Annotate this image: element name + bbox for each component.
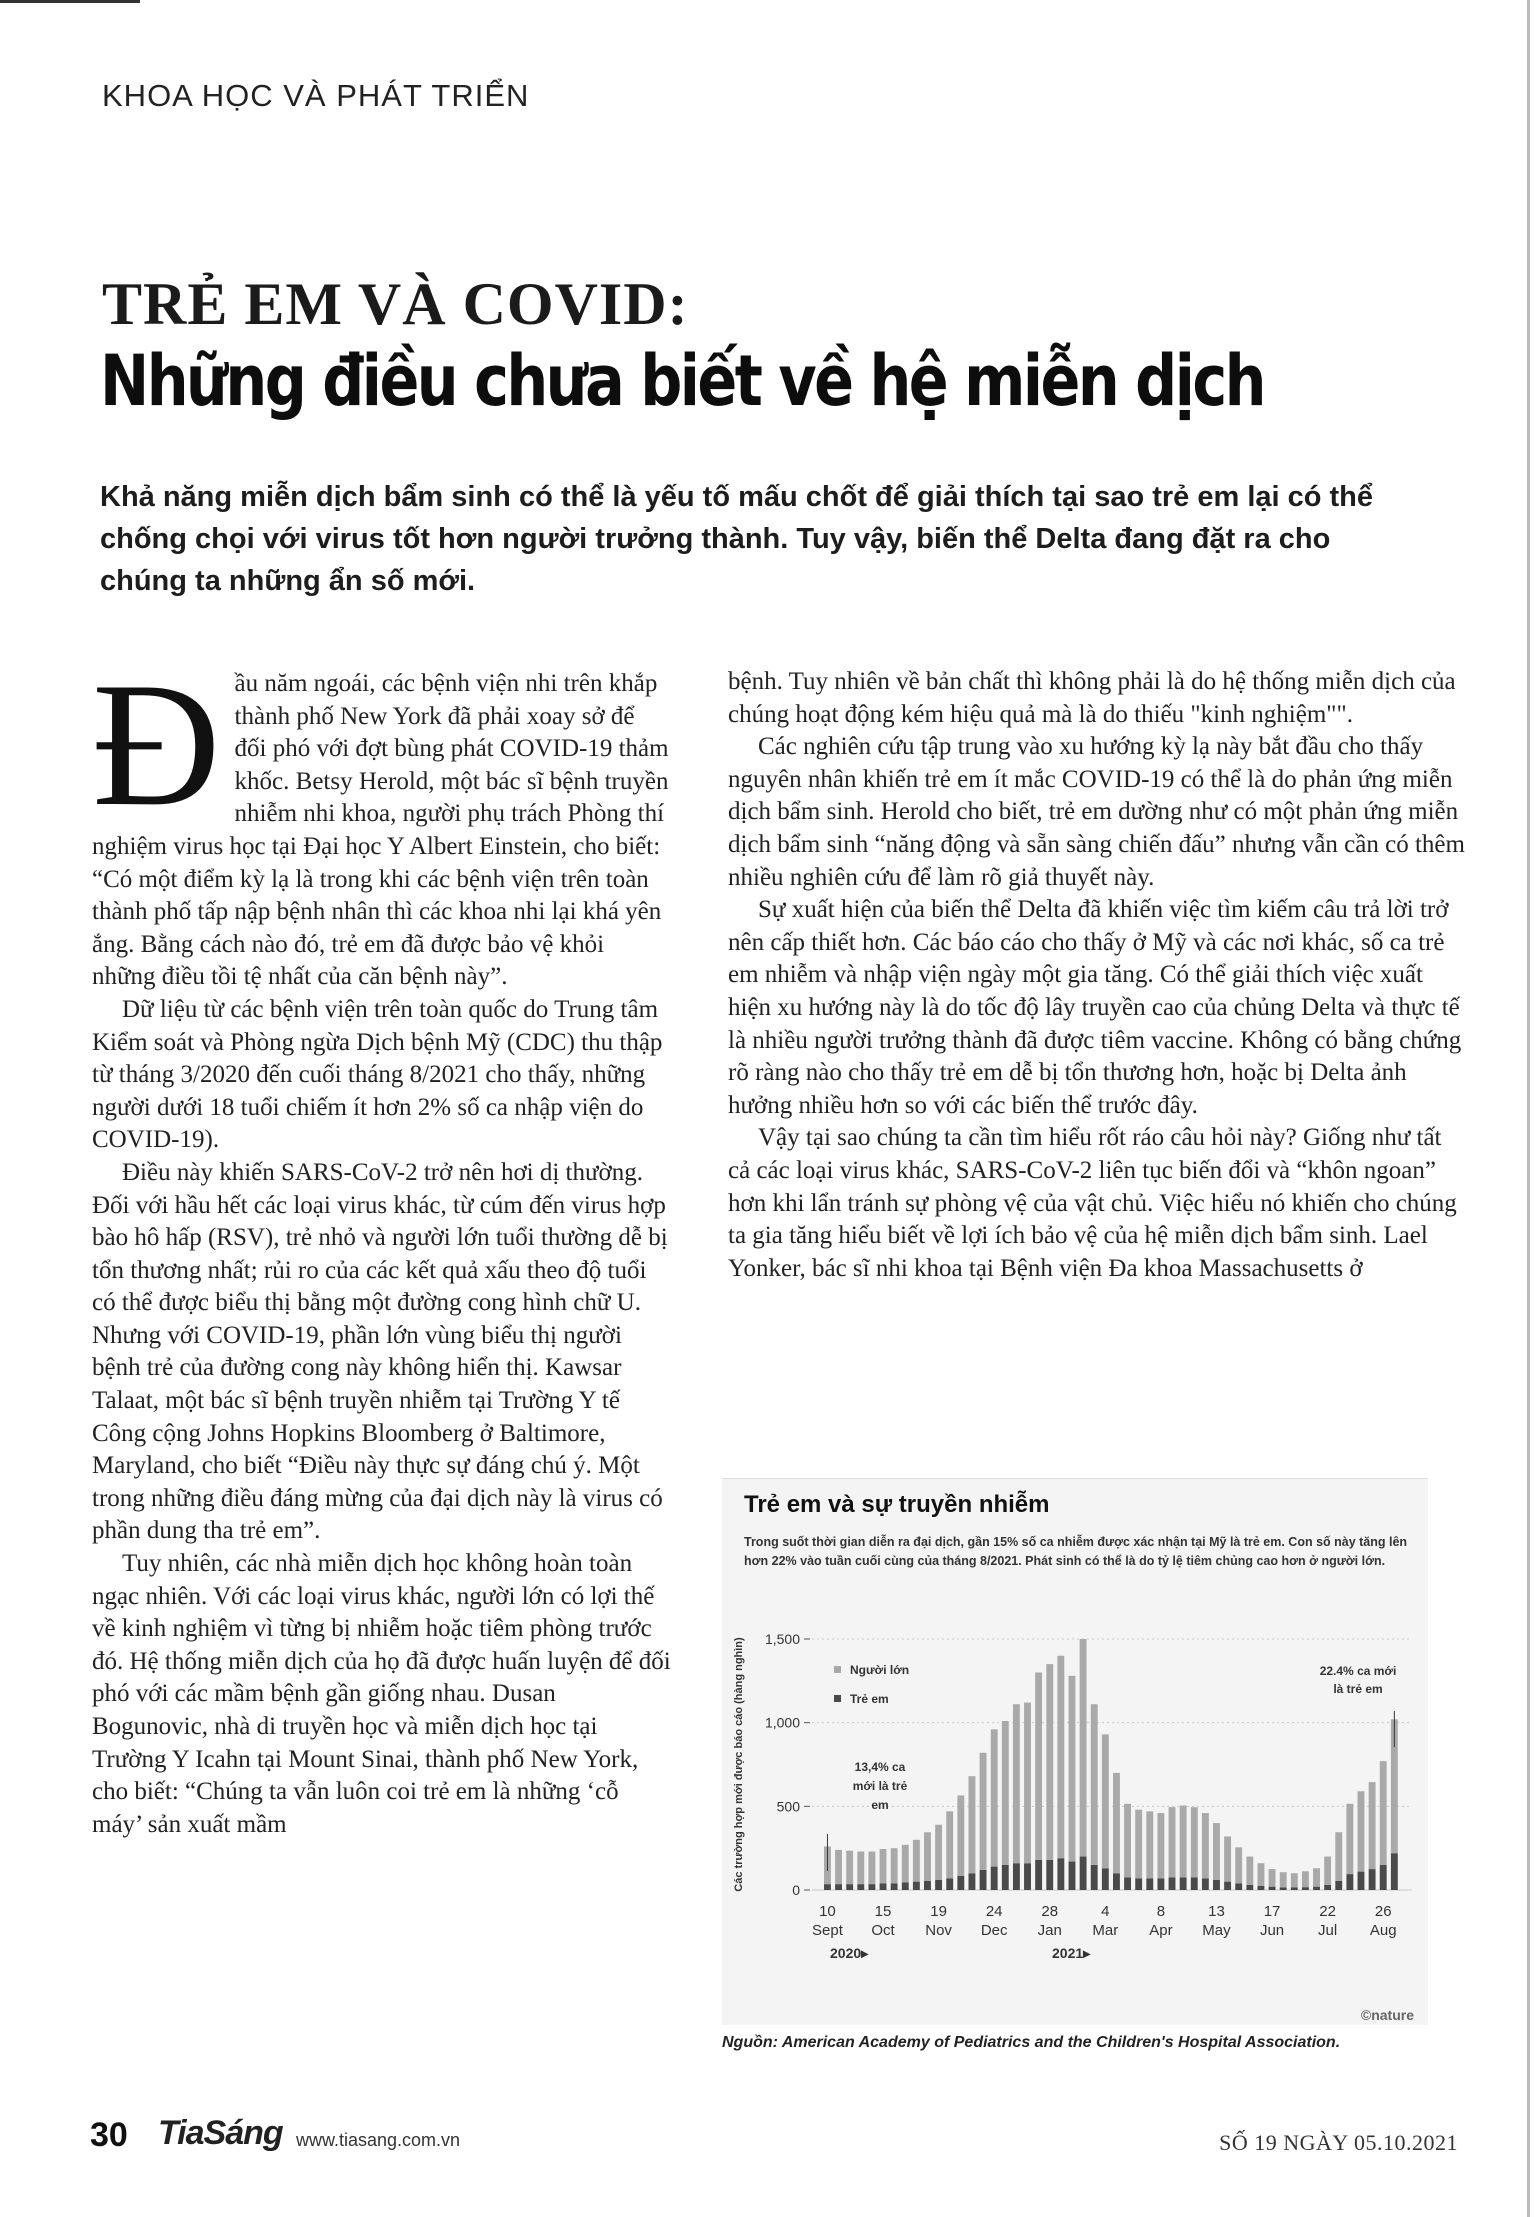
bar-tre-em [1057, 1858, 1064, 1890]
bar-nguoi-lon [1057, 1656, 1064, 1858]
page-number: 30 [90, 2116, 128, 2154]
article-headline: Những điều chưa biết về hệ miễn dịch [100, 340, 1265, 422]
bar-tre-em [1080, 1857, 1087, 1890]
paragraph: Dữ liệu từ các bệnh viện trên toàn quốc do Trung tâm Kiểm soát và Phòng ngừa Dịch bệnh Mỹ (CDC) thu thập từ tháng 3/2020 đến cuối tháng 8/2021 cho thấy, những người dưới 18 tuổi chiếm ít hơn 2% số ca nhập viện do COVID-19). [92, 995, 663, 1154]
bar-tre-em [1069, 1862, 1076, 1890]
bar-tre-em [835, 1884, 842, 1890]
x-tick-day: 24 [985, 1903, 1003, 1920]
x-tick-day: 10 [819, 1903, 836, 1920]
x-tick-month: Jun [1259, 1922, 1285, 1939]
bar-nguoi-lon [857, 1852, 864, 1885]
bar-nguoi-lon [1157, 1813, 1164, 1878]
bar-tre-em [1191, 1877, 1198, 1890]
x-tick-month: Nov [925, 1922, 952, 1939]
bar-tre-em [1235, 1883, 1242, 1890]
legend-swatch [834, 1666, 841, 1673]
paragraph: Điều này khiến SARS-CoV-2 trở nên hơi dị thường. Đối với hầu hết các loại virus khác, từ cúm đến virus hợp bào hô hấp (RSV), trẻ nhỏ và người lớn tuổi thường dễ bị tổn thương nhất; rủi ro của các kết quả xấu theo độ tuổi có thể được biểu thị bằng một đường cong hình chữ U. Nhưng với COVID-19, phần lớn vùng biểu thị người bệnh trẻ của đường cong này không hiển thị. Kawsar Talaat, một bác sĩ bệnh truyền nhiễm tại Trường Y tế Công cộng Johns Hopkins Bloomberg ở Baltimore, Maryland, cho biết “Điều này thực sự đáng chú ý. Một trong những điều đáng mừng của đại dịch này là virus có phần dung tha trẻ em”. [92, 1158, 668, 1545]
bar-nguoi-lon [1202, 1813, 1209, 1878]
bar-nguoi-lon [991, 1729, 998, 1866]
bar-nguoi-lon [1302, 1871, 1309, 1887]
bar-tre-em [1302, 1887, 1309, 1890]
x-tick-day: 13 [1208, 1903, 1225, 1920]
y-tick-label: 1,000 [764, 1714, 800, 1731]
bar-nguoi-lon [1146, 1811, 1153, 1878]
bar-tre-em [1335, 1881, 1342, 1890]
bar-tre-em [1013, 1863, 1020, 1890]
annotation-left: em [871, 1798, 889, 1812]
year-label-2020: 2020▸ [830, 1945, 869, 1961]
bar-nguoi-lon [1024, 1703, 1031, 1864]
bar-tre-em [1313, 1887, 1320, 1890]
bar-tre-em [880, 1883, 887, 1890]
x-tick-day: 15 [874, 1903, 892, 1920]
bar-tre-em [1391, 1853, 1398, 1890]
bar-tre-em [1024, 1863, 1031, 1890]
bar-nguoi-lon [891, 1848, 898, 1883]
bar-tre-em [1146, 1878, 1153, 1890]
y-tick-label: 0 [792, 1882, 800, 1898]
chart-subtitle: Trong suốt thời gian diễn ra đại dịch, gần 15% số ca nhiễm được xác nhận tại Mỹ là trẻ em. Con số này tăng lên hơn 22% vào tuần cuối cùng của tháng 8/2021. Phát sinh có thể là do tỷ lệ tiêm chủng cao hơn ở người lớn. [744, 1535, 1408, 1568]
chart-canvas [722, 1479, 1428, 2025]
article-lede: Khả năng miễn dịch bẩm sinh có thể là yếu tố mấu chốt để giải thích tại sao trẻ em lại có thể chống chọi với virus tốt hơn người trưởng thành. Tuy vậy, biến thể Delta đang đặt ra cho chúng ta những ẩn số mới. [100, 481, 1374, 597]
chart-title: Trẻ em và sự truyền nhiễm [744, 1491, 1050, 1518]
chart-figure [722, 1478, 1428, 2025]
x-tick-month: May [1202, 1922, 1231, 1939]
article-kicker: TRẺ EM VÀ COVID: [102, 271, 689, 337]
drop-cap: Đ [92, 645, 221, 843]
bar-tre-em [1035, 1860, 1042, 1890]
bar-tre-em [1113, 1873, 1120, 1890]
bar-tre-em [1213, 1880, 1220, 1890]
bar-tre-em [1102, 1868, 1109, 1890]
year-label-2021: 2021▸ [1052, 1945, 1091, 1961]
bar-nguoi-lon [880, 1849, 887, 1883]
bar-tre-em [1135, 1878, 1142, 1890]
x-tick-month: Mar [1092, 1922, 1119, 1939]
bar-nguoi-lon [1291, 1873, 1298, 1887]
bar-nguoi-lon [1324, 1857, 1331, 1885]
bar-nguoi-lon [1191, 1807, 1198, 1877]
bar-nguoi-lon [1213, 1823, 1220, 1880]
bar-tre-em [1124, 1877, 1131, 1890]
bar-nguoi-lon [946, 1811, 953, 1878]
top-rule [0, 0, 140, 3]
x-tick-month: Oct [871, 1922, 895, 1939]
bar-nguoi-lon [1313, 1868, 1320, 1886]
bar-tre-em [1369, 1869, 1376, 1890]
bar-tre-em [1169, 1877, 1176, 1890]
x-tick-day: 4 [1101, 1903, 1110, 1920]
bar-nguoi-lon [980, 1753, 987, 1870]
bar-nguoi-lon [1169, 1807, 1176, 1877]
bar-tre-em [846, 1884, 853, 1890]
bar-nguoi-lon [1002, 1721, 1009, 1865]
paragraph: Tuy nhiên, các nhà miễn dịch học không hoàn toàn ngạc nhiên. Với các loại virus khác, người lớn có lợi thế về kinh nghiệm vì từng bị nhiễm hoặc tiêm phòng trước đó. Hệ thống miễn dịch của họ đã được huấn luyện để đối phó với các mầm bệnh gần giống nhau. Dusan Bogunovic, nhà di truyền học và miễn dịch học tại Trường Y Icahn tại Mount Sinai, thành phố New York, cho biết: “Chúng ta vẫn luôn coi trẻ em là những ‘cỗ máy’ sản xuất mầm [92, 1550, 671, 1838]
bar-tre-em [1269, 1887, 1276, 1890]
bar-tre-em [913, 1882, 920, 1890]
bar-tre-em [868, 1884, 875, 1890]
x-tick-day: 26 [1374, 1903, 1392, 1920]
bar-tre-em [924, 1881, 931, 1890]
annotation-left: 13,4% ca [854, 1760, 906, 1774]
bar-nguoi-lon [1180, 1805, 1187, 1877]
bar-nguoi-lon [1246, 1857, 1253, 1885]
bar-nguoi-lon [1135, 1810, 1142, 1879]
bar-nguoi-lon [1035, 1672, 1042, 1859]
bar-tre-em [1202, 1878, 1209, 1890]
bar-nguoi-lon [1124, 1804, 1131, 1878]
bar-nguoi-lon [1346, 1804, 1353, 1874]
annotation-right: 22.4% ca mới [1319, 1664, 1397, 1678]
bar-tre-em [1224, 1882, 1231, 1890]
bar-nguoi-lon [1258, 1863, 1265, 1886]
section-label: KHOA HỌC VÀ PHÁT TRIỂN [102, 78, 530, 113]
bar-tre-em [857, 1884, 864, 1890]
y-tick-label: 1,500 [764, 1631, 800, 1647]
bar-nguoi-lon [902, 1845, 909, 1883]
bar-nguoi-lon [1013, 1704, 1020, 1863]
bar-tre-em [1258, 1886, 1265, 1890]
paragraph: bệnh. Tuy nhiên về bản chất thì không phải là do hệ thống miễn dịch của chúng hoạt động kém hiệu quả mà là do thiếu "kinh nghiệm"". [728, 668, 1456, 728]
paragraph: Vậy tại sao chúng ta cần tìm hiểu rốt ráo câu hỏi này? Giống như tất cả các loại virus khác, SARS-CoV-2 liên tục biến đổi và “khôn ngoan” hơn khi lẩn tránh sự phòng vệ của vật chủ. Việc hiểu nó khiến cho chúng ta gia tăng hiểu biết về lợi ích bảo vệ của hệ miễn dịch bẩm sinh. Lael Yonker, bác sĩ nhi khoa tại Bệnh viện Đa khoa Massachusetts ở [728, 1124, 1457, 1282]
bar-tre-em [946, 1878, 953, 1890]
bar-nguoi-lon [935, 1825, 942, 1880]
bar-tre-em [902, 1882, 909, 1890]
x-tick-day: 8 [1156, 1903, 1166, 1920]
bar-nguoi-lon [1069, 1676, 1076, 1862]
bar-nguoi-lon [1358, 1791, 1365, 1871]
page-edge [1527, 0, 1530, 2217]
magazine-logo: TiaSáng [158, 2114, 283, 2152]
chart-source: Nguồn: American Academy of Pediatrics and the Children's Hospital Association. [722, 2034, 1341, 2051]
bar-tre-em [1380, 1865, 1387, 1890]
bar-tre-em [957, 1876, 964, 1890]
bar-nguoi-lon [846, 1851, 853, 1884]
bar-tre-em [1324, 1885, 1331, 1890]
body-column-left [92, 645, 672, 1841]
bar-tre-em [935, 1880, 942, 1890]
x-tick-month: Dec [980, 1922, 1008, 1939]
x-tick-day: 17 [1263, 1903, 1281, 1920]
x-tick-month: Jan [1037, 1922, 1062, 1939]
y-axis-label: Các trường hợp mới được báo cáo (hàng nghìn) [733, 1637, 745, 1892]
y-tick-label: 500 [776, 1798, 800, 1815]
bar-nguoi-lon [1335, 1832, 1342, 1881]
bar-tre-em [1280, 1887, 1287, 1890]
bar-nguoi-lon [1102, 1734, 1109, 1868]
x-tick-month: Aug [1369, 1922, 1397, 1939]
bar-nguoi-lon [1380, 1761, 1387, 1865]
body-column-right [728, 666, 1468, 1285]
legend-label: Người lớn [850, 1663, 910, 1677]
bar-tre-em [969, 1873, 976, 1890]
bar-nguoi-lon [1235, 1847, 1242, 1883]
bar-nguoi-lon [868, 1852, 875, 1885]
bar-tre-em [1046, 1860, 1053, 1890]
x-tick-month: Jul [1318, 1922, 1338, 1939]
legend-swatch [834, 1695, 841, 1702]
legend-label: Trẻ em [850, 1692, 889, 1706]
bar-tre-em [1180, 1877, 1187, 1890]
bar-nguoi-lon [1091, 1704, 1098, 1865]
bar-nguoi-lon [1046, 1664, 1053, 1860]
bar-nguoi-lon [1269, 1869, 1276, 1887]
chart-credit: ©nature [1360, 2007, 1414, 2023]
bar-tre-em [1291, 1887, 1298, 1890]
bar-nguoi-lon [835, 1850, 842, 1884]
bar-tre-em [980, 1870, 987, 1890]
annotation-left: mới là trẻ [852, 1779, 908, 1793]
bar-tre-em [1002, 1865, 1009, 1890]
bar-nguoi-lon [1369, 1782, 1376, 1869]
x-tick-month: Sept [812, 1922, 843, 1939]
bar-tre-em [824, 1884, 831, 1890]
bar-nguoi-lon [1280, 1872, 1287, 1887]
bar-nguoi-lon [957, 1795, 964, 1875]
bar-tre-em [1091, 1865, 1098, 1890]
x-tick-month: Apr [1149, 1922, 1173, 1939]
magazine-url: www.tiasang.com.vn [296, 2130, 461, 2150]
bar-nguoi-lon [913, 1840, 920, 1882]
bar-tre-em [1157, 1878, 1164, 1890]
paragraph: Sự xuất hiện của biến thể Delta đã khiến việc tìm kiếm câu trả lời trở nên cấp thiết hơn. Các báo cáo cho thấy ở Mỹ và các nơi khác, số ca trẻ em nhiễm và nhập viện ngày một gia tăng. Có thể giải thích việc xuất hiện xu hướng này là do tốc độ lây truyền cao của chủng Delta và thực tế là nhiều người trưởng thành đã được tiêm vaccine. Không có bằng chứng rõ ràng nào cho thấy trẻ em dễ bị tổn thương hơn, hoặc bị Delta ảnh hưởng nhiều hơn so với các biến thể trước đây. [728, 896, 1462, 1119]
bar-nguoi-lon [924, 1832, 931, 1881]
bar-nguoi-lon [969, 1776, 976, 1873]
x-tick-day: 22 [1319, 1903, 1336, 1920]
bar-tre-em [1346, 1874, 1353, 1890]
bar-nguoi-lon [1113, 1773, 1120, 1873]
annotation-right: là trẻ em [1333, 1682, 1383, 1696]
bar-tre-em [1358, 1872, 1365, 1890]
bar-tre-em [1246, 1885, 1253, 1890]
paragraph: Các nghiên cứu tập trung vào xu hướng kỳ lạ này bắt đầu cho thấy nguyên nhân khiến trẻ em ít mắc COVID-19 có thể là do phản ứng miễn dịch bẩm sinh. Herold cho biết, trẻ em dường như có một phản ứng miễn dịch bẩm sinh “năng động và sẵn sàng chiến đấu” nhưng vẫn cần có thêm nhiều nghiên cứu để làm rõ giả thuyết này. [728, 733, 1465, 891]
x-tick-day: 28 [1041, 1903, 1059, 1920]
bar-nguoi-lon [1080, 1639, 1087, 1857]
issue-date: SỐ 19 NGÀY 05.10.2021 [1219, 2130, 1458, 2155]
bar-tre-em [891, 1883, 898, 1890]
bar-nguoi-lon [1224, 1836, 1231, 1881]
bar-tre-em [991, 1867, 998, 1890]
paragraph: Đầu năm ngoái, các bệnh viện nhi trên khắp thành phố New York đã phải xoay sở để đối phó với đợt bùng phát COVID-19 thảm khốc. Betsy Herold, một bác sĩ bệnh truyền nhiễm nhi khoa, người phụ trách Phòng thí nghiệm virus học tại Đại học Y Albert Einstein, cho biết: “Có một điểm kỳ lạ là trong khi các bệnh viện trên toàn thành phố tấp nập bệnh nhân thì các khoa nhi lại khá yên ắng. Bằng cách nào đó, trẻ em đã được bảo vệ khỏi những điều tồi tệ nhất của căn bệnh này”. [92, 645, 669, 991]
x-tick-day: 19 [930, 1903, 947, 1920]
